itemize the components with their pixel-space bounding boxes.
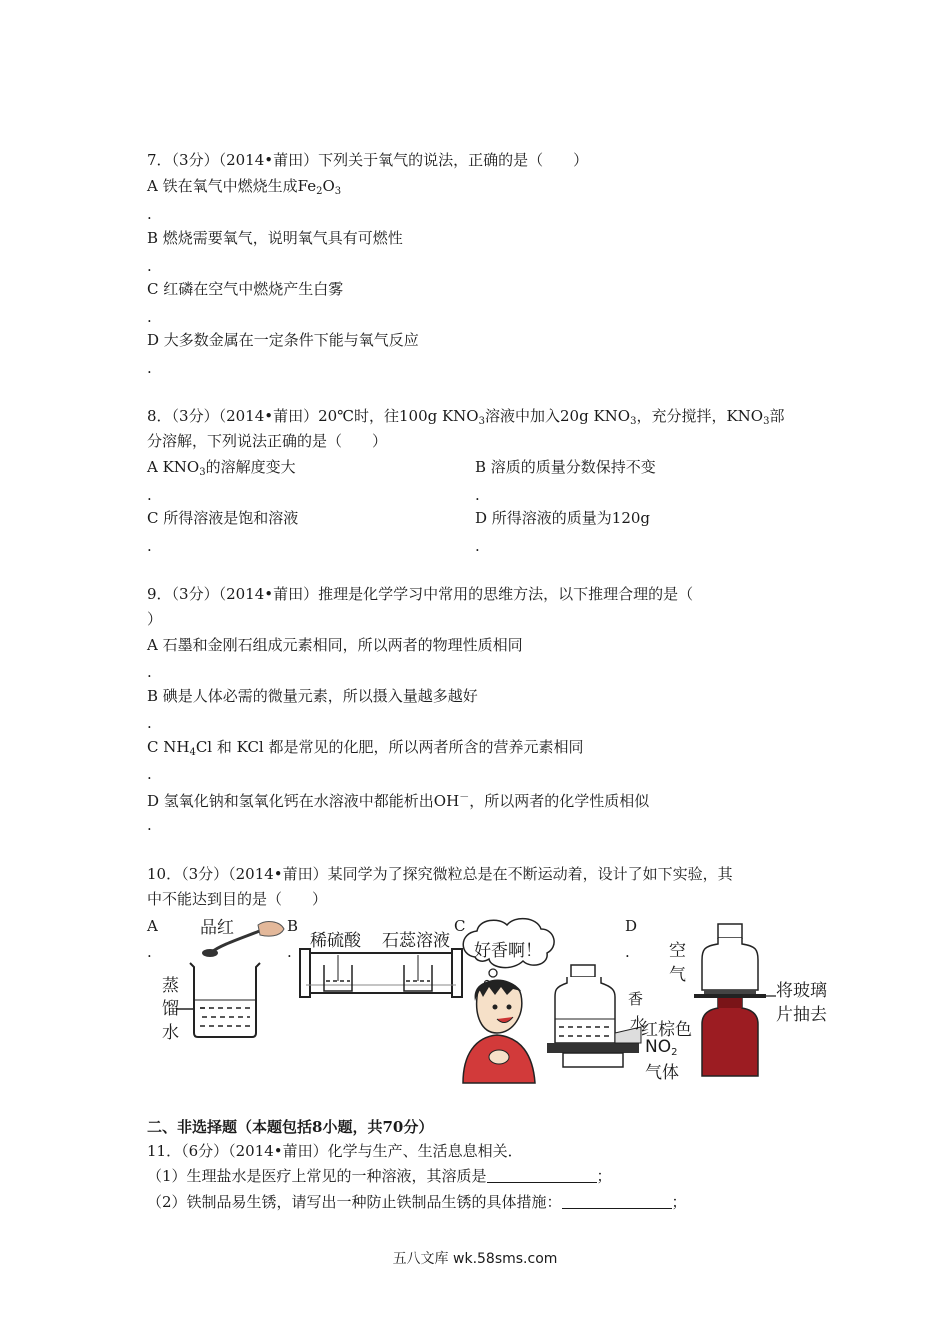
q8-dot-a: . xyxy=(147,486,152,504)
q8-dot-d: . xyxy=(475,537,480,555)
q10-dot-b: . xyxy=(287,943,292,961)
q8-dot-c: . xyxy=(147,537,152,555)
label-liu: 馏 xyxy=(162,999,179,1019)
q11-part1: （1）生理盐水是医疗上常见的一种溶液，其溶质是 ； xyxy=(147,1167,612,1185)
q8-option-a: A $KNO_3$的溶解度变大 xyxy=(147,458,296,478)
q7-option-c: C 红磷在空气中燃烧产生白雾 xyxy=(147,280,344,298)
q7-dot-d: . xyxy=(147,359,152,377)
label-shui: 水 xyxy=(162,1023,179,1043)
q9-dot-d: . xyxy=(147,816,152,834)
label-zheng: 蒸 xyxy=(162,976,179,996)
q10-dot-d: . xyxy=(625,943,630,961)
q10-option-b-letter: B xyxy=(287,917,299,935)
q7-stem: 7．（3分）（2014•莆田）下列关于氧气的说法，正确的是（ ） xyxy=(147,151,589,169)
label-gas: 气体 xyxy=(645,1063,679,1083)
q10-option-d-letter: D xyxy=(625,917,638,935)
boy-icon xyxy=(463,980,535,1084)
label-no2: $NO_2$ xyxy=(645,1037,678,1058)
q10-option-a-letter: A xyxy=(147,917,158,935)
q9-option-c: C $NH_4Cl$ 和 KCl 都是常见的化肥，所以两者所含的营养元素相同 xyxy=(147,738,584,758)
q9-option-b: B 碘是人体必需的微量元素，所以摄入量越多越好 xyxy=(147,687,478,705)
label-litmus: 石蕊溶液 xyxy=(382,931,450,951)
label-xiang: 香 xyxy=(628,990,644,1008)
q10-stem-line1: 10．（3分）（2014•莆田）某同学为了探究微粒总是在不断运动着，设计了如下实验，其 xyxy=(147,865,733,883)
q8-dot-b: . xyxy=(475,486,480,504)
q8-stem-line1: 8．（3分）（2014•莆田）20℃时，往100g $KNO_3$溶液中加入20g $KNO_3$，充分搅拌，$KNO_3$部 xyxy=(147,407,785,427)
q10-option-c-letter: C xyxy=(454,917,466,935)
label-qi: 气 xyxy=(669,965,686,985)
section2-heading: 二、非选择题（本题包括8小题，共70分） xyxy=(147,1118,434,1136)
q11-stem: 11．（6分）（2014•莆田）化学与生产、生活息息相关． xyxy=(147,1142,523,1160)
q10-stem-line2: 中不能达到目的是（ ） xyxy=(147,890,328,908)
figure-b-tube xyxy=(296,945,466,1005)
label-speech: 好香啊！ xyxy=(474,941,542,961)
label-kong: 空 xyxy=(669,941,686,961)
label-shui-c: 水 xyxy=(630,1014,646,1032)
q7-option-a: A 铁在氧气中燃烧生成$Fe_2O_3$ xyxy=(147,177,342,197)
q7-dot-a: . xyxy=(147,205,152,223)
q8-option-c: C 所得溶液是饱和溶液 xyxy=(147,509,299,527)
q8-stem-line2: 分溶解，下列说法正确的是（ ） xyxy=(147,432,388,450)
label-dilute-acid: 稀硫酸 xyxy=(310,931,361,951)
q7-dot-c: . xyxy=(147,308,152,326)
label-pinhong: 品红 xyxy=(200,918,234,938)
q9-stem-line2: ） xyxy=(147,610,163,628)
q9-option-a: A 石墨和金刚石组成元素相同，所以两者的物理性质相同 xyxy=(147,636,523,654)
air-jar-icon xyxy=(702,924,758,994)
q10-dot-a: . xyxy=(147,943,152,961)
q8-option-b: B 溶质的质量分数保持不变 xyxy=(475,458,656,476)
q9-dot-a: . xyxy=(147,663,152,681)
q7-option-b: B 燃烧需要氧气，说明氧气具有可燃性 xyxy=(147,229,403,247)
q9-dot-b: . xyxy=(147,714,152,732)
label-red-brown: 红棕色 xyxy=(641,1020,692,1040)
q7-option-d: D 大多数金属在一定条件下能与氧气反应 xyxy=(147,331,419,349)
answer-blank-1[interactable] xyxy=(487,1168,597,1183)
pointer-lines xyxy=(740,990,780,1010)
footer-watermark: 五八文库 wk.58sms.com xyxy=(392,1251,558,1267)
q9-option-d: D 氢氧化钠和氢氧化钙在水溶液中都能析出OH－，所以两者的化学性质相似 xyxy=(147,792,650,810)
perfume-bottle-icon xyxy=(547,965,644,1067)
q8-option-d: D 所得溶液的质量为120g xyxy=(475,509,651,527)
q9-dot-c: . xyxy=(147,765,152,783)
answer-blank-2[interactable] xyxy=(562,1194,672,1209)
beaker-icon xyxy=(176,963,260,1037)
q7-dot-b: . xyxy=(147,257,152,275)
q9-stem-line1: 9．（3分）（2014•莆田）推理是化学学习中常用的思维方法，以下推理合理的是（ xyxy=(147,585,694,603)
q11-part2: （2）铁制品易生锈，请写出一种防止铁制品生锈的具体措施： ； xyxy=(147,1193,687,1211)
label-glass2: 片抽去 xyxy=(776,1005,827,1025)
label-glass1: 将玻璃 xyxy=(776,981,827,1001)
